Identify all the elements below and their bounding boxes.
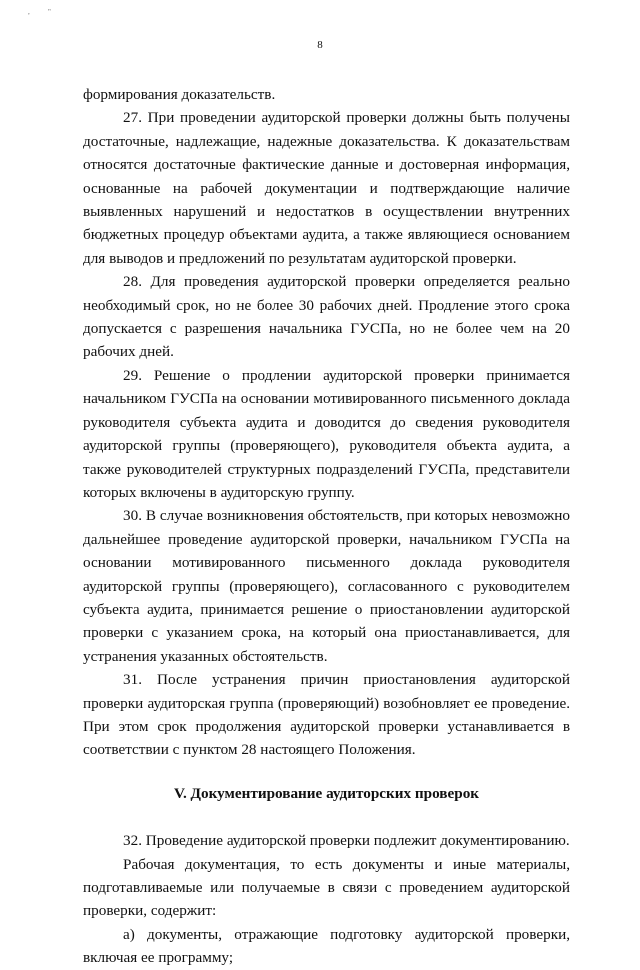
scan-mark: " [48, 8, 51, 16]
document-body [83, 83, 570, 970]
section-heading: V. Документирование аудиторских проверок [173, 784, 480, 802]
page-number: 8 [317, 39, 323, 51]
list-item-a: а) документы, отражающие подготовку аудиторской проверки, включая ее программу; [83, 925, 570, 967]
paragraph-31: 31. После устранения причин приостановления аудиторской проверки аудиторская группа (проверяющий) возобновляет ее проведение. При этом срок продолжения аудиторской проверки устанавливается в соответствии с пунктом 28 настоящего Положения. [83, 671, 570, 759]
paragraph-continuation: формирования доказательств. [83, 86, 276, 103]
paragraph-27: 27. При проведении аудиторской проверки должны быть получены достаточные, надлежащие, надежные доказательства. К доказательствам относятся достаточные фактические данные и достоверная информация, основанные на рабочей документации и подтверждающие наличие выявленных нарушений и недостатков в осуществлении внутренних бюджетных процедур объектами аудита, а также являющиеся основанием для выводов и предложений по результатам аудиторской проверки. [83, 109, 570, 267]
paragraph-working-docs: Рабочая документация, то есть документы и иные материалы, подготавливаемые или получаемые в связи с проведением аудиторской проверки, содержит: [83, 855, 570, 920]
paragraph-30: 30. В случае возникновения обстоятельств, при которых невозможно дальнейшее проведение аудиторской проверки, начальником ГУСПа на основании мотивированного письменного доклада руководителя аудиторской группы (проверяющего), согласованного с руководителем субъекта аудита, принимается решение о приостановлении аудиторской проверки с указанием срока, на который она приостанавливается, для устранения указанных обстоятельств. [83, 507, 570, 665]
scan-mark: , [28, 8, 30, 16]
paragraph-32: 32. Проведение аудиторской проверки подлежит документированию. [123, 832, 570, 850]
paragraph-29: 29. Решение о продлении аудиторской проверки принимается начальником ГУСПа на основании мотивированного письменного доклада руководителя субъекта аудита и доводится до сведения руководителя аудиторской группы (проверяющего), руководителя объекта аудита, а также руководителей структурных подразделений ГУСПа, представители которых включены в аудиторскую группу. [83, 366, 570, 501]
paragraph-28: 28. Для проведения аудиторской проверки определяется реально необходимый срок, но не более 30 рабочих дней. Продление этого срока допускается с разрешения начальника ГУСПа, но не более чем на 20 рабочих дней. [83, 273, 570, 361]
